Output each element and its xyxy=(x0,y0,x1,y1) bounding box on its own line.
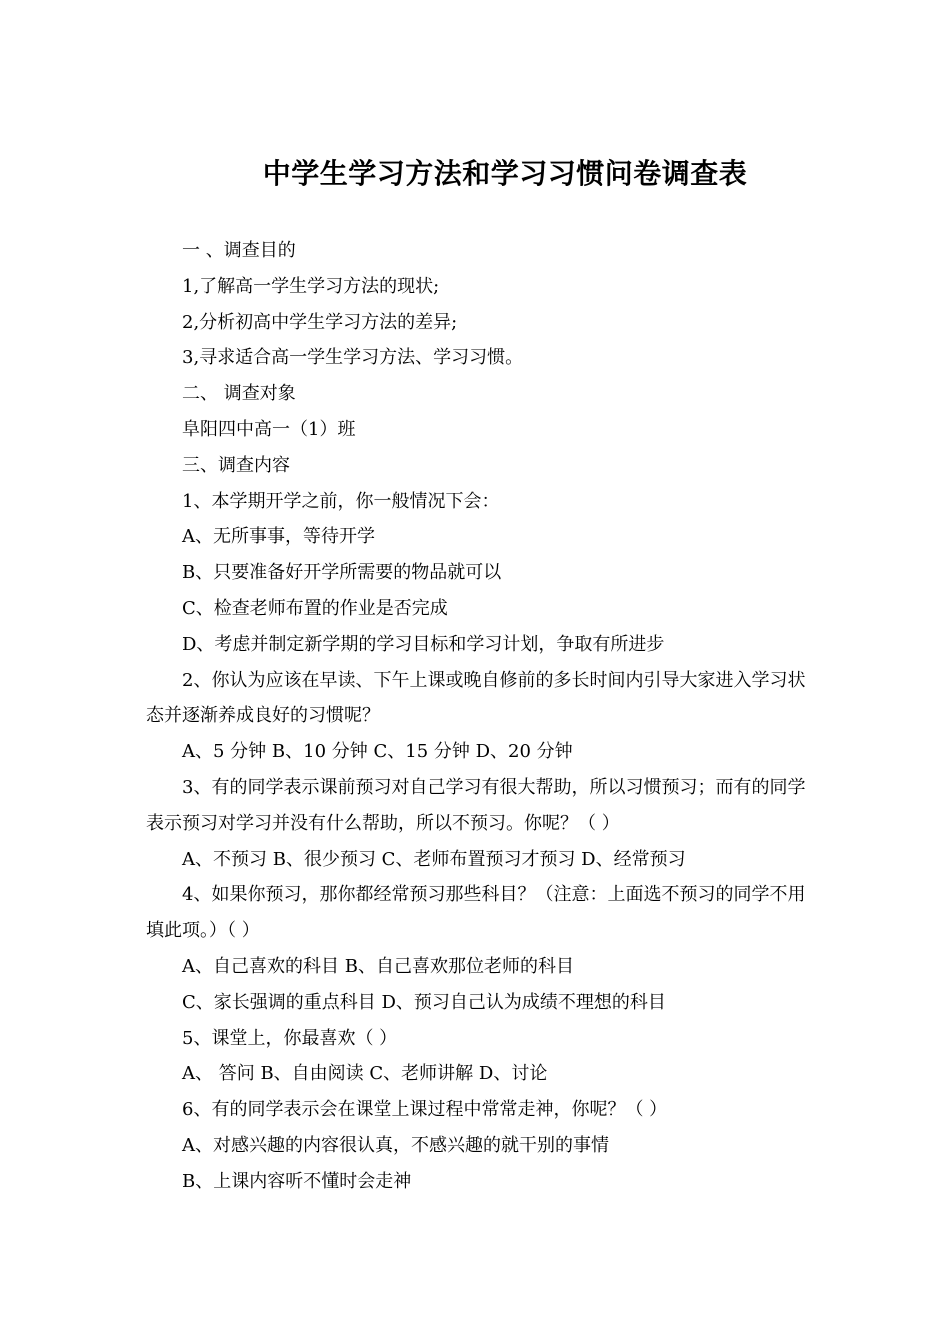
question-1-option-c: C、检查老师布置的作业是否完成 xyxy=(182,597,448,619)
question-3: 3、有的同学表示课前预习对自己学习有很大帮助，所以习惯预习；而有的同学表示预习对学习并没有什么帮助，所以不预习。你呢？（ ） xyxy=(146,776,806,834)
question-5-options: A、 答问 B、自由阅读 C、老师讲解 D、讨论 xyxy=(182,1063,548,1085)
question-4: 4、如果你预习，那你都经常预习那些科目？（注意：上面选不预习的同学不用填此项。）（ ） xyxy=(146,884,806,942)
section-heading-content: 三、调查内容 xyxy=(182,454,290,476)
section-heading-subject: 二、 调查对象 xyxy=(182,383,296,405)
question-2-options: A、5 分钟 B、10 分钟 C、15 分钟 D、20 分钟 xyxy=(182,741,573,763)
question-3-options: A、不预习 B、很少预习 C、老师布置预习才预习 D、经常预习 xyxy=(182,848,686,870)
purpose-item-1: 1,了解高一学生学习方法的现状; xyxy=(182,275,440,297)
question-2: 2、你认为应该在早读、下午上课或晚自修前的多长时间内引导大家进入学习状态并逐渐养成良好的习惯呢？ xyxy=(146,669,806,727)
purpose-item-2: 2,分析初高中学生学习方法的差异; xyxy=(182,311,458,333)
purpose-item-3: 3,寻求适合高一学生学习方法、学习习惯。 xyxy=(182,347,524,369)
question-4-options-ab: A、自己喜欢的科目 B、自己喜欢那位老师的科目 xyxy=(182,955,574,977)
question-6: 6、有的同学表示会在课堂上课过程中常常走神，你呢？（ ） xyxy=(182,1099,668,1121)
document-body xyxy=(146,233,810,1200)
question-4-options-cd: C、家长强调的重点科目 D、预习自己认为成绩不理想的科目 xyxy=(182,991,666,1013)
question-1: 1、本学期开学之前，你一般情况下会： xyxy=(182,490,500,512)
document-title: 中学生学习方法和学习习惯问卷调查表 xyxy=(262,157,748,190)
question-1-option-d: D、考虑并制定新学期的学习目标和学习计划，争取有所进步 xyxy=(182,633,665,655)
subject-text: 阜阳四中高一（1）班 xyxy=(182,418,356,440)
question-6-option-a: A、对感兴趣的内容很认真，不感兴趣的就干别的事情 xyxy=(182,1134,609,1156)
question-1-option-b: B、只要准备好开学所需要的物品就可以 xyxy=(182,562,502,584)
question-5: 5、课堂上，你最喜欢（ ） xyxy=(182,1027,398,1049)
question-1-option-a: A、无所事事，等待开学 xyxy=(182,526,375,548)
question-6-option-b: B、上课内容听不懂时会走神 xyxy=(182,1170,412,1192)
section-heading-purpose: 一 、调查目的 xyxy=(182,240,296,261)
